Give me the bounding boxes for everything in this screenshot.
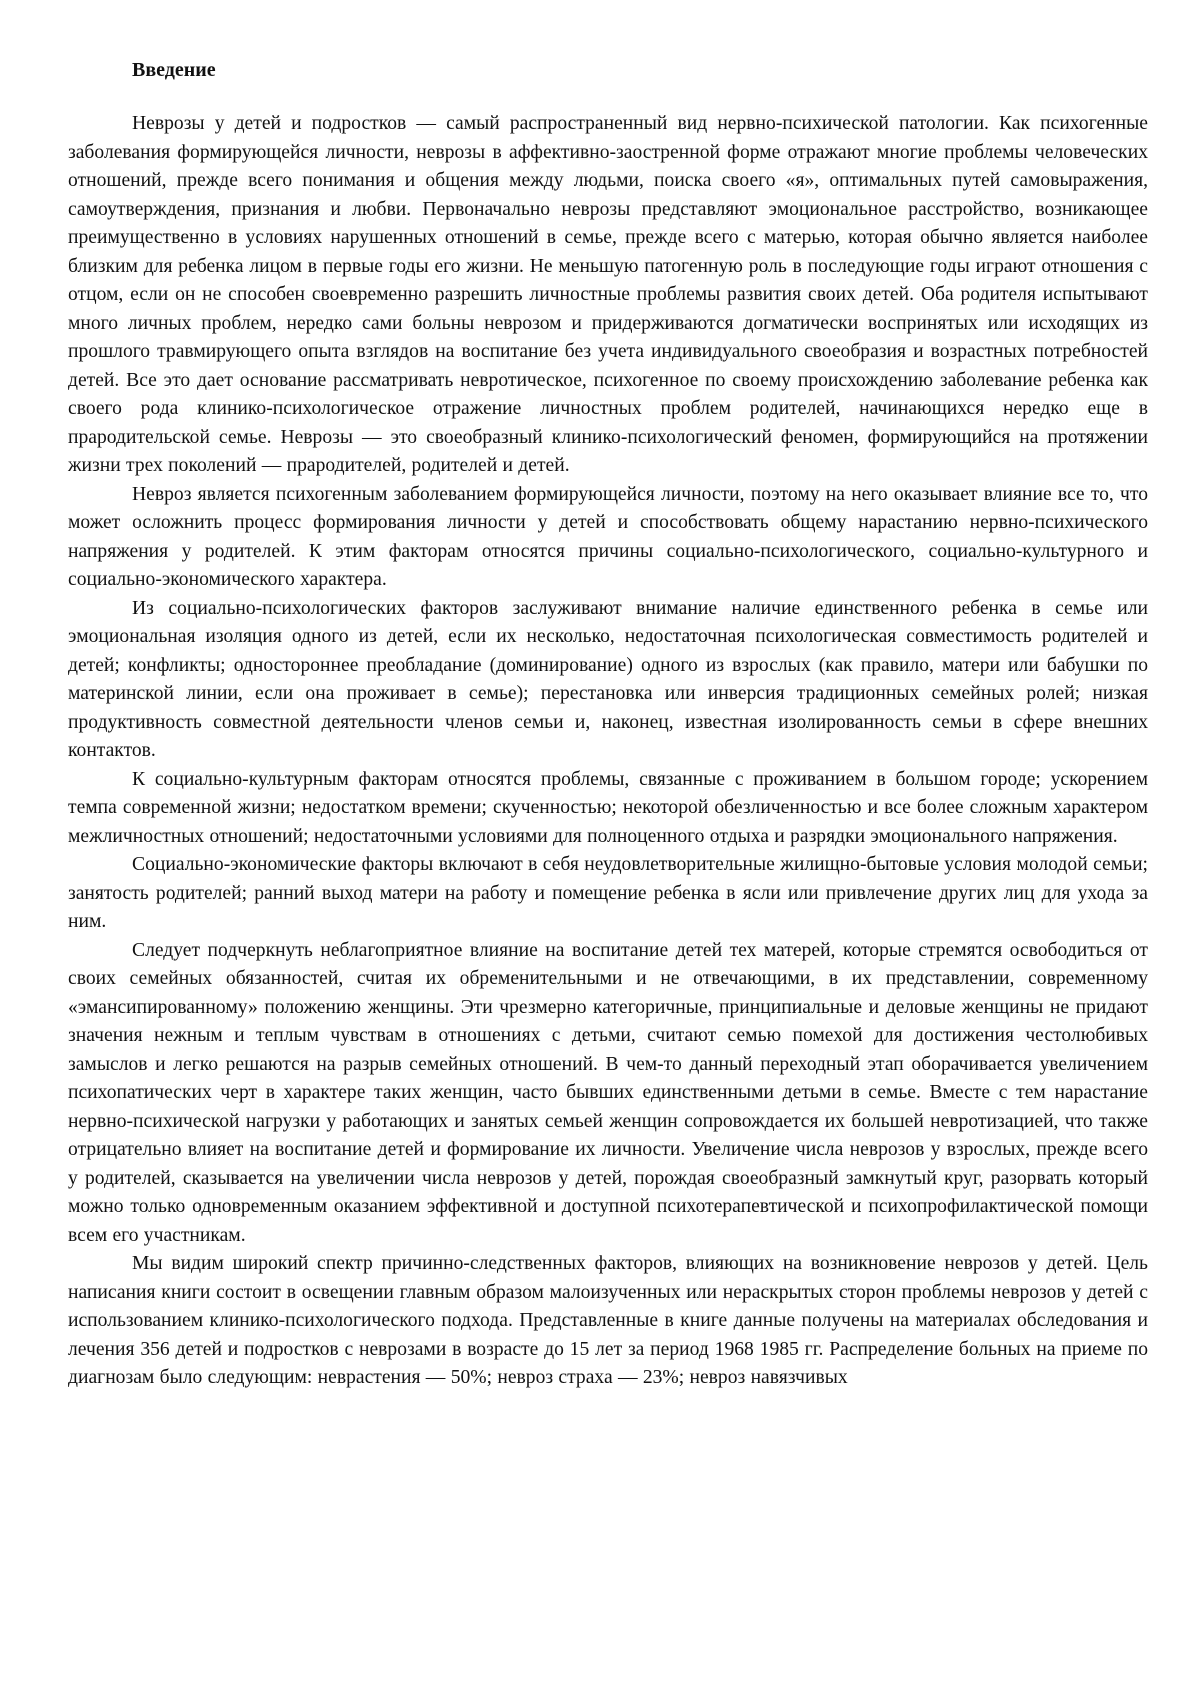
paragraph-5: Социально-экономические факторы включают в себя неудовлетворительные жилищно-бытовые условия молодой семьи; занятость родителей; ранний выход матери на работу и помещение ребенка в ясли или привлечение других лиц для ухода за ним. [68, 851, 1148, 937]
paragraph-4: К социально-культурным факторам относятся проблемы, связанные с проживанием в большом городе; ускорением темпа современной жизни; недостатком времени; скученностью; некоторой обезличенностью и все более сложным характером межличностных отношений; недостаточными условиями для полноценного отдыха и разрядки эмоционального напряжения. [68, 766, 1148, 852]
paragraph-1: Неврозы у детей и подростков — самый распространенный вид нервно-психической патологии. Как психогенные заболевания формирующейся личности, неврозы в аффективно-заостренной форме отражают многие проблемы человеческих отношений, прежде всего понимания и общения между людьми, поиска своего «я», оптимальных путей самовыражения, самоутверждения, признания и любви. Первоначально неврозы представляют эмоциональное расстройство, возникающее преимущественно в условиях нарушенных отношений в семье, прежде всего с матерью, которая обычно является наиболее близким для ребенка лицом в первые годы его жизни. Не меньшую патогенную роль в последующие годы играют отношения с отцом, если он не способен своевременно разрешить личностные проблемы развития своих детей. Оба родителя испытывают много личных проблем, нередко сами больны неврозом и придерживаются догматически воспринятых или исходящих из прошлого травмирующего опыта взглядов на воспитание без учета индивидуального своеобразия и возрастных потребностей детей. Все это дает основание рассматривать невротическое, психогенное по своему происхождению заболевание ребенка как своего рода клинико-психологическое отражение личностных проблем родителей, начинающихся нередко еще в прародительской семье. Неврозы — это своеобразный клинико-психологический феномен, формирующийся на протяжении жизни трех поколений — прародителей, родителей и детей. [68, 110, 1148, 481]
paragraph-7: Мы видим широкий спектр причинно-следственных факторов, влияющих на возникновение неврозов у детей. Цель написания книги состоит в освещении главным образом малоизученных или нераскрытых сторон проблемы неврозов у детей с использованием клинико-психологического подхода. Представленные в книге данные получены на материалах обследования и лечения 356 детей и подростков с неврозами в возрасте до 15 лет за период 1968 1985 гг. Распределение больных на приеме по диагнозам было следующим: неврастения — 50%; невроз страха — 23%; невроз навязчивых [68, 1250, 1148, 1393]
paragraph-3: Из социально-психологических факторов заслуживают внимание наличие единственного ребенка в семье или эмоциональная изоляция одного из детей, если их несколько, недостаточная психологическая совместимость родителей и детей; конфликты; одностороннее преобладание (доминирование) одного из взрослых (как правило, матери или бабушки по материнской линии, если она проживает в семье); перестановка или инверсия традиционных семейных ролей; низкая продуктивность совместной деятельности членов семьи и, наконец, известная изолированность семьи в сфере внешних контактов. [68, 595, 1148, 766]
document-page [0, 0, 1200, 1696]
paragraph-2: Невроз является психогенным заболеванием формирующейся личности, поэтому на него оказывает влияние все то, что может осложнить процесс формирования личности у детей и способствовать общему нарастанию нервно-психического напряжения у родителей. К этим факторам относятся причины социально-психологического, социально-культурного и социально-экономического характера. [68, 481, 1148, 595]
paragraph-6: Следует подчеркнуть неблагоприятное влияние на воспитание детей тех матерей, которые стремятся освободиться от своих семейных обязанностей, считая их обременительными и не отвечающими, в их представлении, современному «эмансипированному» положению женщины. Эти чрезмерно категоричные, принципиальные и деловые женщины не придают значения нежным и теплым чувствам в отношениях с детьми, считают семью помехой для достижения честолюбивых замыслов и легко решаются на разрыв семейных отношений. В чем-то данный переходный этап оборачивается увеличением психопатических черт в характере таких женщин, часто бывших единственными детьми в семье. Вместе с тем нарастание нервно-психической нагрузки у работающих и занятых семьей женщин сопровождается их большей невротизацией, что также отрицательно влияет на воспитание детей и формирование их личности. Увеличение числа неврозов у взрослых, прежде всего у родителей, сказывается на увеличении числа неврозов у детей, порождая своеобразный замкнутый круг, разорвать который можно только одновременным оказанием эффективной и доступной психотерапевтической и психопрофилактической помощи всем его участникам. [68, 937, 1148, 1251]
page-title: Введение [132, 56, 1148, 84]
